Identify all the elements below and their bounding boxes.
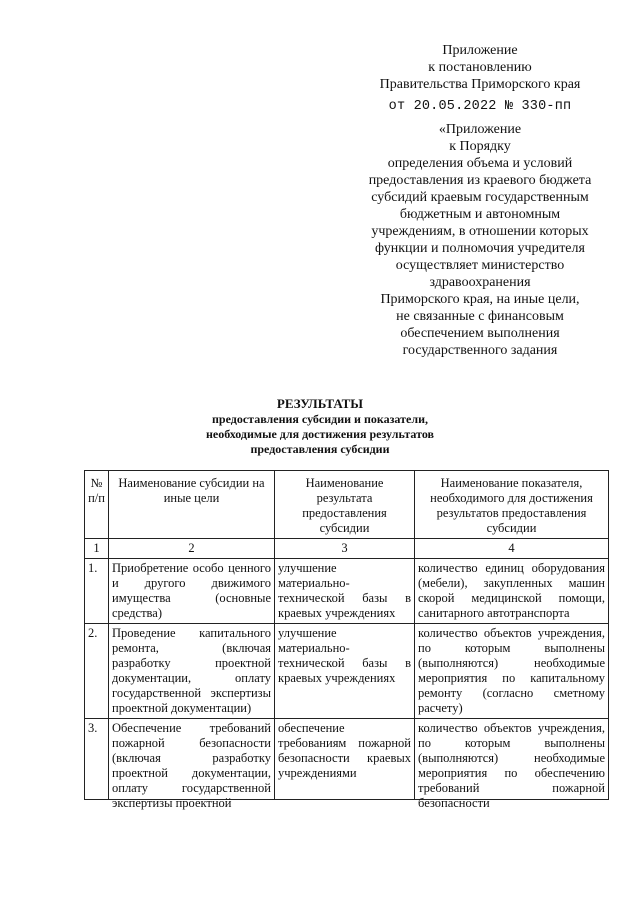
heading-subtitle: необходимые для достижения результатов xyxy=(205,427,435,441)
subsidy-cell xyxy=(109,719,275,810)
indicator-cell: количество единиц оборудования (мебели), закупленных машин скорой медицинской помощи, санитарного автотранспорта xyxy=(415,559,609,624)
result-cell: обеспечение требованиям пожарной безопасности краевых учреждениями xyxy=(275,719,415,800)
heading-subtitle: предоставления субсидии и показатели, xyxy=(212,412,428,426)
subsidy-cell-text: Обеспечение требований пожарной безопасности (включая разработку проектной документации, оплату государственной экспертизы проектной xyxy=(112,721,271,810)
indicator-cell: количество объектов учреждения, по которым выполнены (выполняются) необходимые мероприятия по капитальному ремонту (согласно сметному расчету) xyxy=(415,624,609,719)
header-cell: Наименование субсидии на иные цели xyxy=(109,471,275,539)
subsidy-cell: Приобретение особо ценного и другого движимого имущества (основные средства) xyxy=(109,559,275,624)
row-number-cell: 3. xyxy=(85,719,109,800)
header-cell: Наименование показателя, необходимого для достижения результатов предоставления субсидии xyxy=(415,471,609,539)
heading-title: РЕЗУЛЬТАТЫ xyxy=(276,396,364,411)
quote-line: «Приложение xyxy=(438,122,522,137)
table-row xyxy=(85,624,609,719)
quote-line: предоставления из краевого бюджета xyxy=(368,173,592,188)
quote-line: здравоохранения xyxy=(429,275,531,290)
column-number-row xyxy=(85,539,609,559)
table-header-row xyxy=(85,471,609,539)
column-number-cell: 1 xyxy=(85,539,109,559)
appendix-line: Правительства Приморского края xyxy=(379,77,581,92)
result-cell: улучшение материально-технической базы в краевых учреждениях xyxy=(275,624,415,719)
header-cell: № п/п xyxy=(85,471,109,539)
date-number-stamp: от 20.05.2022 № 330-пп xyxy=(388,99,572,114)
header-cell: Наименование результата предоставления субсидии xyxy=(275,471,415,539)
heading-subtitle: предоставления субсидии xyxy=(250,442,390,456)
quote-line: функции и полномочия учредителя xyxy=(375,241,585,256)
quote-line: не связанные с финансовым xyxy=(396,309,564,324)
column-number-cell: 3 xyxy=(275,539,415,559)
appendix-line: к постановлению xyxy=(428,60,532,75)
quote-line: к Порядку xyxy=(449,139,511,154)
quote-line: учреждениям, в отношении которых xyxy=(371,224,589,239)
quote-line: обеспечением выполнения xyxy=(400,326,560,341)
quote-line: субсидий краевым государственным xyxy=(371,190,589,205)
quote-line: определения объема и условий xyxy=(387,156,573,171)
table-row xyxy=(85,559,609,624)
indicator-cell xyxy=(415,719,609,810)
table-row xyxy=(85,719,609,800)
quote-line: государственного задания xyxy=(402,343,558,358)
indicator-cell-text: количество объектов учреждения, по которым выполнены (выполняются) необходимые мероприятия по обеспечению требований пожарной безопасности xyxy=(418,721,605,810)
appendix-block xyxy=(330,42,630,359)
column-number-cell: 2 xyxy=(109,539,275,559)
quote-line: Приморского края, на иные цели, xyxy=(380,292,580,307)
result-cell: улучшение материально-технической базы в краевых учреждениях xyxy=(275,559,415,624)
column-number-cell: 4 xyxy=(415,539,609,559)
row-number-cell: 2. xyxy=(85,624,109,719)
results-table xyxy=(84,470,609,810)
row-number-cell: 1. xyxy=(85,559,109,624)
quote-line: осуществляет министерство xyxy=(395,258,565,273)
appendix-line: Приложение xyxy=(442,43,518,58)
subsidy-cell: Проведение капитального ремонта, (включая разработку проектной документации, оплату государственной экспертизы проектной документации) xyxy=(109,624,275,719)
quote-line: бюджетным и автономным xyxy=(399,207,561,222)
document-heading xyxy=(0,396,640,457)
